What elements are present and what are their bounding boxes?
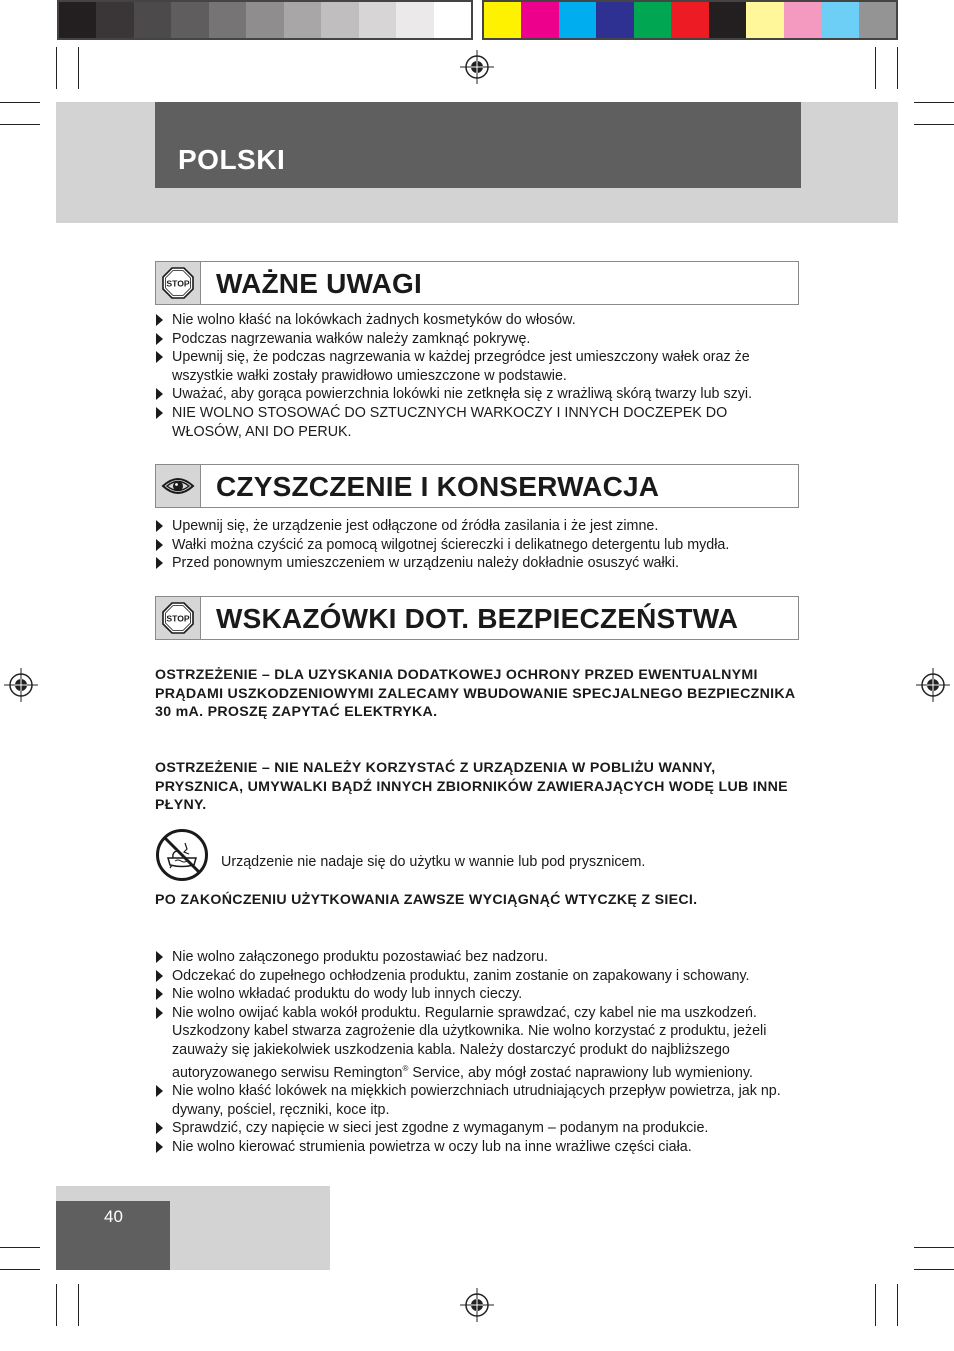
gray-swatch (246, 2, 283, 38)
list-item: Nie wolno kłaść na lokówkach żadnych kosmetyków do włosów. (155, 311, 800, 330)
warning-unplug: PO ZAKOŃCZENIU UŻYTKOWANIA ZAWSZE WYCIĄGNĄĆ WTYCZKĘ Z SIECI. (155, 892, 698, 908)
gray-swatch (96, 2, 133, 38)
section-cleaning (155, 464, 799, 508)
list-item: Sprawdzić, czy napięcie w sieci jest zgodne z wymaganym – podanym na produkcie. (155, 1119, 800, 1138)
no-bath-icon (155, 828, 209, 882)
stop-label: STOP (166, 278, 190, 289)
gray-swatch (396, 2, 433, 38)
page-number: 40 (104, 1207, 123, 1226)
color-swatch (634, 2, 671, 38)
crop-mark (78, 47, 79, 89)
bath-note: Urządzenie nie nadaje się do użytku w wannie lub pod prysznicem. (221, 854, 646, 870)
gray-swatch (321, 2, 358, 38)
warning-rcd: OSTRZEŻENIE – DLA UZYSKANIA DODATKOWEJ OCHRONY PRZED EWENTUALNYMI PRĄDAMI USZKODZENIOWYMI ZALECAMY WBUDOWANIE SPECJALNEGO BEZPIECZNIKA 30 mA. PROSZĘ ZAPYTAĆ ELEKTRYKA. (155, 667, 795, 721)
crop-mark (914, 124, 954, 125)
list-item: Upewnij się, że urządzenie jest odłączone od źródła zasilania i że jest zimne. (155, 517, 800, 536)
color-swatch (784, 2, 821, 38)
list-item: Nie wolno kierować strumienia powietrza w oczy lub na inne wrażliwe części ciała. (155, 1138, 800, 1157)
stop-label: STOP (166, 613, 190, 624)
gray-swatch (171, 2, 208, 38)
color-swatch (521, 2, 558, 38)
color-swatch (671, 2, 708, 38)
gray-swatch (209, 2, 246, 38)
crop-mark (56, 47, 57, 89)
crop-mark (0, 1247, 40, 1248)
page-title: POLSKI (178, 144, 286, 175)
crop-mark (897, 47, 898, 89)
safety-list (155, 948, 800, 1156)
crop-mark (0, 124, 40, 125)
list-item: Przed ponownym umieszczeniem w urządzeniu należy dokładnie osuszyć wałki. (155, 554, 800, 573)
list-item: Nie wolno załączonego produktu pozostawiać bez nadzoru. (155, 948, 800, 967)
gray-swatch (434, 2, 471, 38)
list-item: Odczekać do zupełnego ochłodzenia produktu, zanim zostanie on zapakowany i schowany. (155, 967, 800, 986)
crop-mark (56, 1284, 57, 1326)
gray-swatch (284, 2, 321, 38)
list-item: Podczas nagrzewania wałków należy zamknąć pokrywę. (155, 330, 800, 349)
color-swatch (821, 2, 858, 38)
crop-mark (914, 102, 954, 103)
cable-text-a: Nie wolno owijać kabla wokół produktu. Regularnie sprawdzać, czy kabel nie ma uszkodzeń. Uszkodzony kabel stwarza zagrożenie dla użytkownika. Nie wolno korzystać z produktu, jeżeli zauważy się jakiekolwiek uszkodzenia kabla. Należy dostarczyć produkt do najbliższego autoryzowanego serwisu Remington (172, 1004, 767, 1081)
list-item: Wałki można czyścić za pomocą wilgotnej ściereczki i delikatnego detergentu lub mydła. (155, 536, 800, 555)
registration-mark-icon (460, 50, 494, 84)
list-item (155, 1004, 800, 1082)
list-item: Upewnij się, że podczas nagrzewania w każdej przegródce jest umieszczony wałek oraz że wszystkie wałki zostały prawidłowo umieszczone w podstawie. (155, 348, 800, 385)
stop-icon (156, 597, 201, 639)
warning-water: OSTRZEŻENIE – NIE NALEŻY KORZYSTAĆ Z URZĄDZENIA W POBLIŻU WANNY, PRYSZNICA, UMYWALKI BĄDŹ INNYCH ZBIORNIKÓW ZAWIERAJĄCYCH WODĘ LUB INNE PŁYNY. (155, 760, 788, 814)
crop-mark (0, 1269, 40, 1270)
gray-swatch (134, 2, 171, 38)
section-important (155, 261, 799, 305)
important-list (155, 311, 800, 441)
list-item: Nie wolno kłaść lokówek na miękkich powierzchniach utrudniających przepływ powietrza, jak np. dywany, pościel, ręczniki, koce itp. (155, 1082, 800, 1119)
list-item: Nie wolno wkładać produktu do wody lub innych cieczy. (155, 985, 800, 1004)
color-swatch (746, 2, 783, 38)
registered-mark: ® (402, 1063, 409, 1073)
crop-mark (897, 1284, 898, 1326)
process-color-bar (482, 0, 898, 40)
registration-mark-icon (460, 1288, 494, 1322)
color-swatch (596, 2, 633, 38)
color-swatch (709, 2, 746, 38)
color-swatch (484, 2, 521, 38)
section-safety (155, 596, 799, 640)
section-title: CZYSZCZENIE I KONSERWACJA (216, 471, 660, 502)
gray-swatch (59, 2, 96, 38)
crop-mark (78, 1284, 79, 1326)
list-item: Uważać, aby gorąca powierzchnia lokówki nie zetknęła się z wrażliwą skórą twarzy lub szyi. (155, 385, 800, 404)
crop-mark (875, 1284, 876, 1326)
section-title: WSKAZÓWKI DOT. BEZPIECZEŃSTWA (216, 603, 739, 634)
stop-icon (156, 262, 201, 304)
color-swatch (559, 2, 596, 38)
gray-color-bar (57, 0, 473, 40)
crop-mark (875, 47, 876, 89)
cleaning-list (155, 517, 800, 573)
crop-mark (914, 1269, 954, 1270)
crop-mark (914, 1247, 954, 1248)
list-item: NIE WOLNO STOSOWAĆ DO SZTUCZNYCH WARKOCZY I INNYCH DOCZEPEK DO WŁOSÓW, ANI DO PERUK. (155, 404, 800, 441)
registration-mark-icon (4, 668, 38, 702)
registration-mark-icon (916, 668, 950, 702)
cable-text-b: Service, aby mógł zostać naprawiony lub wymieniony. (408, 1064, 753, 1081)
crop-mark (0, 102, 40, 103)
section-title: WAŻNE UWAGI (216, 268, 422, 299)
eye-icon (156, 465, 201, 507)
color-swatch (859, 2, 896, 38)
gray-swatch (359, 2, 396, 38)
